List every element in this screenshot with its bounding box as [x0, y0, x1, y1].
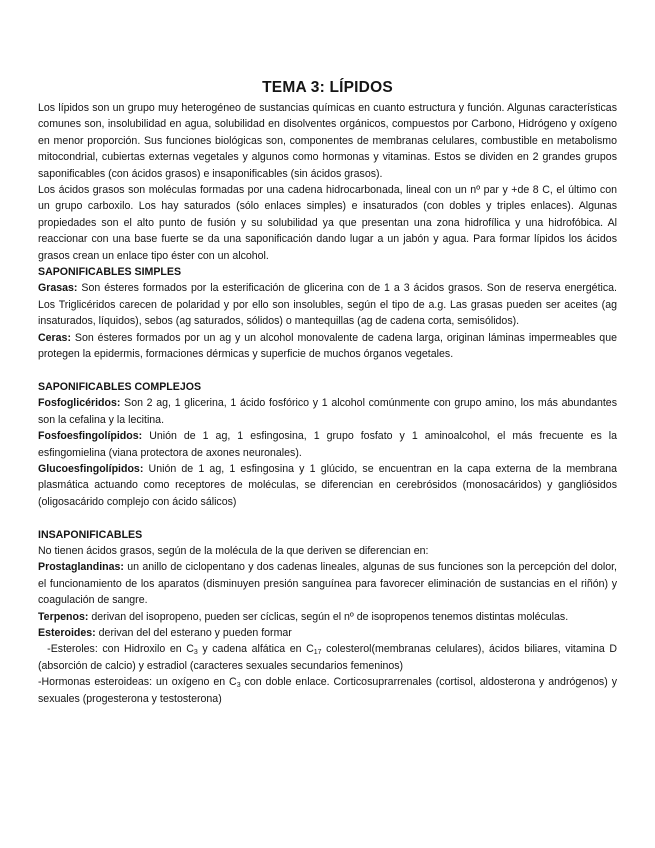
section-gap: [38, 363, 617, 379]
glucoesfingolipidos-text: Unión de 1 ag, 1 esfingosina y 1 glúcido, se encuentran en la capa externa de la membrana plasmática actuando como receptores de moléculas, se diferencian en cerebrósidos (monosacáridos) y gangliósidos (oligosacárido complejo con ácido sálicos): [38, 462, 617, 508]
ceras-text: Son ésteres formados por un ag y un alcohol monovalente de cadena larga, originan láminas impermeables que protegen la epidermis, formaciones dérmicas y superficie de muchos órganos vegetales.: [38, 331, 617, 361]
document-page: [38, 78, 617, 707]
page-title: TEMA 3: LÍPIDOS: [262, 79, 393, 96]
terpenos-text: derivan del isopropeno, pueden ser cíclicas, según el nº de isopropenos tenemos distintas moléculas.: [91, 610, 569, 623]
glucoesfingolipidos-paragraph: [38, 461, 617, 510]
esteroles-text-a: -Esteroles: con Hidroxilo en C: [47, 643, 194, 656]
ceras-label: Ceras:: [38, 331, 71, 344]
prostaglandinas-text: un anillo de ciclopentano y dos cadenas lineales, algunas de sus funciones son la percepción del dolor, el funcionamiento de los aparatos (disminuyen presión sanguínea para favorecer eliminación de sustancias en el riñón) y coagulación de sangre.: [38, 561, 617, 607]
esteroles-text-b: y cadena alfática en C: [197, 643, 314, 656]
fosfogliceridos-label: Fosfoglicéridos:: [38, 397, 121, 410]
hormonas-text-b: con doble enlace. Corticosuprarrenales (cortisol, aldosterona y andrógenos) y sexuales (progesterona y testosterona): [38, 676, 617, 705]
grasas-paragraph: [38, 280, 617, 329]
grasas-text: Son ésteres formados por la esterificación de glicerina con de 1 a 3 ácidos grasos. Son de reserva energética. Los Triglicéridos carecen de polaridad y por ello son insolubles, según el tipo de a.g. Las grasas pueden ser aceites (ag insaturados, líquidos), sebos (ag saturados, sólidos) o mantequillas (ag de cadena corta, semisólidos).: [38, 282, 617, 328]
hormonas-paragraph: [38, 674, 617, 707]
section-heading-complex: SAPONIFICABLES COMPLEJOS: [38, 380, 202, 393]
fosfoesfingolipidos-text: Unión de 1 ag, 1 esfingosina, 1 grupo fosfato y 1 aminoalcohol, el más frecuente es la esfingomielina (viana protectora de axones neuronales).: [38, 430, 617, 459]
esteroles-sub-c3: 3: [193, 649, 198, 657]
esteroides-text: derivan del del esterano y pueden formar: [98, 626, 292, 639]
esteroides-paragraph: [38, 625, 617, 641]
hormonas-text-a: -Hormonas esteroideas: un oxígeno en C: [38, 676, 237, 689]
fosfogliceridos-paragraph: [38, 395, 617, 428]
fosfoesfingolipidos-paragraph: [38, 428, 617, 461]
esteroles-paragraph: [38, 641, 617, 674]
fosfogliceridos-text: Son 2 ag, 1 glicerina, 1 ácido fosfórico y 1 alcohol comúnmente con grupo amino, los más abundantes son la cefalina y la lecitina.: [38, 397, 617, 426]
hormonas-sub-c3: 3: [236, 682, 241, 690]
esteroides-label: Esteroides:: [38, 626, 96, 639]
ceras-paragraph: [38, 330, 617, 363]
prostaglandinas-label: Prostaglandinas:: [38, 561, 124, 574]
terpenos-paragraph: [38, 609, 617, 625]
section-heading-simple: SAPONIFICABLES SIMPLES: [38, 266, 182, 279]
terpenos-label: Terpenos:: [38, 610, 89, 623]
esteroles-text-c: colesterol(membranas celulares), ácidos biliares, vitamina D (absorción de calcio) y estradiol (caracteres sexuales secundarios femeninos): [38, 643, 617, 672]
fosfoesfingolipidos-label: Fosfoesfingolípidos:: [38, 430, 143, 443]
section-gap: [38, 510, 617, 526]
intro-paragraph: Los lípidos son un grupo muy heterogéneo de sustancias químicas en cuanto estructura y función. Algunas características comunes son, insolubilidad en agua, solubilidad en disolventes orgánicos, compuestos por Carbono, Hidrógeno y oxígeno en menor proporción. Sus funciones biológicas son, componentes de membranas celulares, combustible en metabolismo mitocondrial, cubiertas externas vegetales y algunos como hormonas y vitaminas. Estos se dividen en 2 grandes grupos saponificables (con ácidos grasos) e insaponificables (sin ácidos grasos).: [38, 102, 617, 180]
fatty-acids-paragraph: Los ácidos grasos son moléculas formadas por una cadena hidrocarbonada, lineal con un nº par y +de 8 C, el último con un grupo carboxilo. Los hay saturados (sólo enlaces simples) e insaturados (con dobles y triples enlaces). Algunas propiedades son el alto punto de fusión y su solubilidad ya que presentan una zona hidrofílica y una hidrofóbica. Al reaccionar con una base fuerte se da una saponificación dando lugar a un jabón y agua. Para formar lípidos los ácidos grasos crean un enlace tipo éster con un alcohol.: [38, 184, 617, 262]
insaponificables-intro: No tienen ácidos grasos, según de la molécula de la que deriven se diferencian en:: [38, 544, 429, 557]
prostaglandinas-paragraph: [38, 559, 617, 608]
section-heading-insaponificables: INSAPONIFICABLES: [38, 528, 143, 541]
esteroles-sub-c17: 17: [313, 649, 322, 657]
glucoesfingolipidos-label: Glucoesfingolípidos:: [38, 462, 144, 475]
grasas-label: Grasas:: [38, 282, 78, 295]
